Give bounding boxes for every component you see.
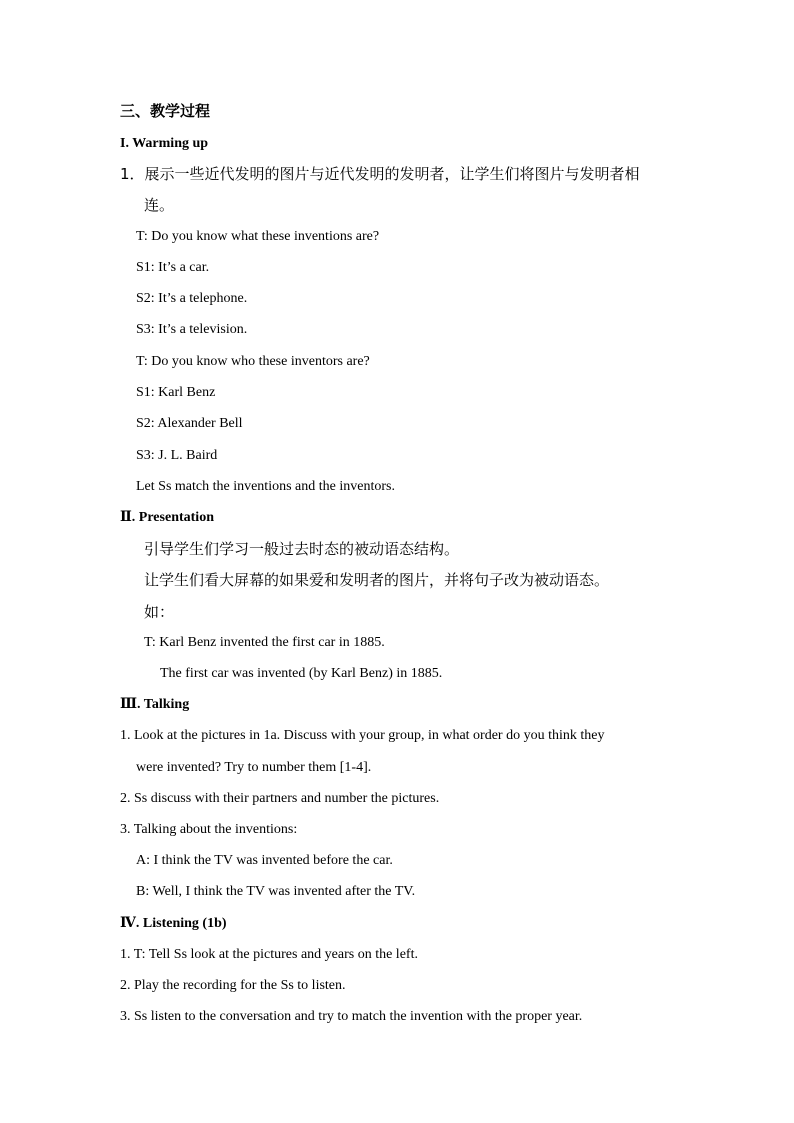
presentation-heading: Ⅱ. Presentation xyxy=(120,510,214,525)
presentation-line3: 如： xyxy=(144,603,175,621)
warming-up-step1-line2: 连。 xyxy=(144,196,175,214)
talking-heading: Ⅲ. Talking xyxy=(120,697,190,712)
presentation-example1: T: Karl Benz invented the first car in 1885. xyxy=(144,635,385,650)
dialogue-line: S2: Alexander Bell xyxy=(136,416,243,431)
dialogue-line: S3: It’s a television. xyxy=(136,322,248,337)
dialogue-line: T: Do you know what these inventions are? xyxy=(136,229,380,244)
section-title: 三、教学过程 xyxy=(120,102,211,120)
presentation-example2: The first car was invented (by Karl Benz) in 1885. xyxy=(160,666,443,681)
dialogue-line: T: Do you know who these inventors are? xyxy=(136,354,370,369)
warming-up-step1-line1: 1．展示一些近代发明的图片与近代发明的发明者，让学生们将图片与发明者相 xyxy=(120,165,640,183)
listening-item2: 2. Play the recording for the Ss to listen. xyxy=(120,978,346,993)
warming-up-heading: I. Warming up xyxy=(120,136,209,151)
dialogue-line: Let Ss match the inventions and the inventors. xyxy=(136,479,395,494)
dialogue-line: S2: It’s a telephone. xyxy=(136,291,248,306)
talking-item1-line1: 1. Look at the pictures in 1a. Discuss with your group, in what order do you think they xyxy=(120,728,605,743)
talking-dialogue-a: A: I think the TV was invented before the car. xyxy=(136,853,393,868)
talking-item1-line2: were invented? Try to number them [1-4]. xyxy=(136,760,372,775)
talking-item2: 2. Ss discuss with their partners and number the pictures. xyxy=(120,791,440,806)
presentation-line1: 引导学生们学习一般过去时态的被动语态结构。 xyxy=(144,540,460,558)
listening-item1: 1. T: Tell Ss look at the pictures and years on the left. xyxy=(120,947,418,962)
listening-heading: Ⅳ. Listening (1b) xyxy=(120,916,227,931)
dialogue-line: S3: J. L. Baird xyxy=(136,448,218,463)
presentation-line2: 让学生们看大屏幕的如果爱和发明者的图片，并将句子改为被动语态。 xyxy=(144,571,610,589)
dialogue-line: S1: It’s a car. xyxy=(136,260,210,275)
talking-dialogue-b: B: Well, I think the TV was invented after the TV. xyxy=(136,884,416,899)
dialogue-line: S1: Karl Benz xyxy=(136,385,216,400)
listening-item3: 3. Ss listen to the conversation and try to match the invention with the proper year. xyxy=(120,1009,583,1024)
talking-item3: 3. Talking about the inventions: xyxy=(120,822,298,837)
